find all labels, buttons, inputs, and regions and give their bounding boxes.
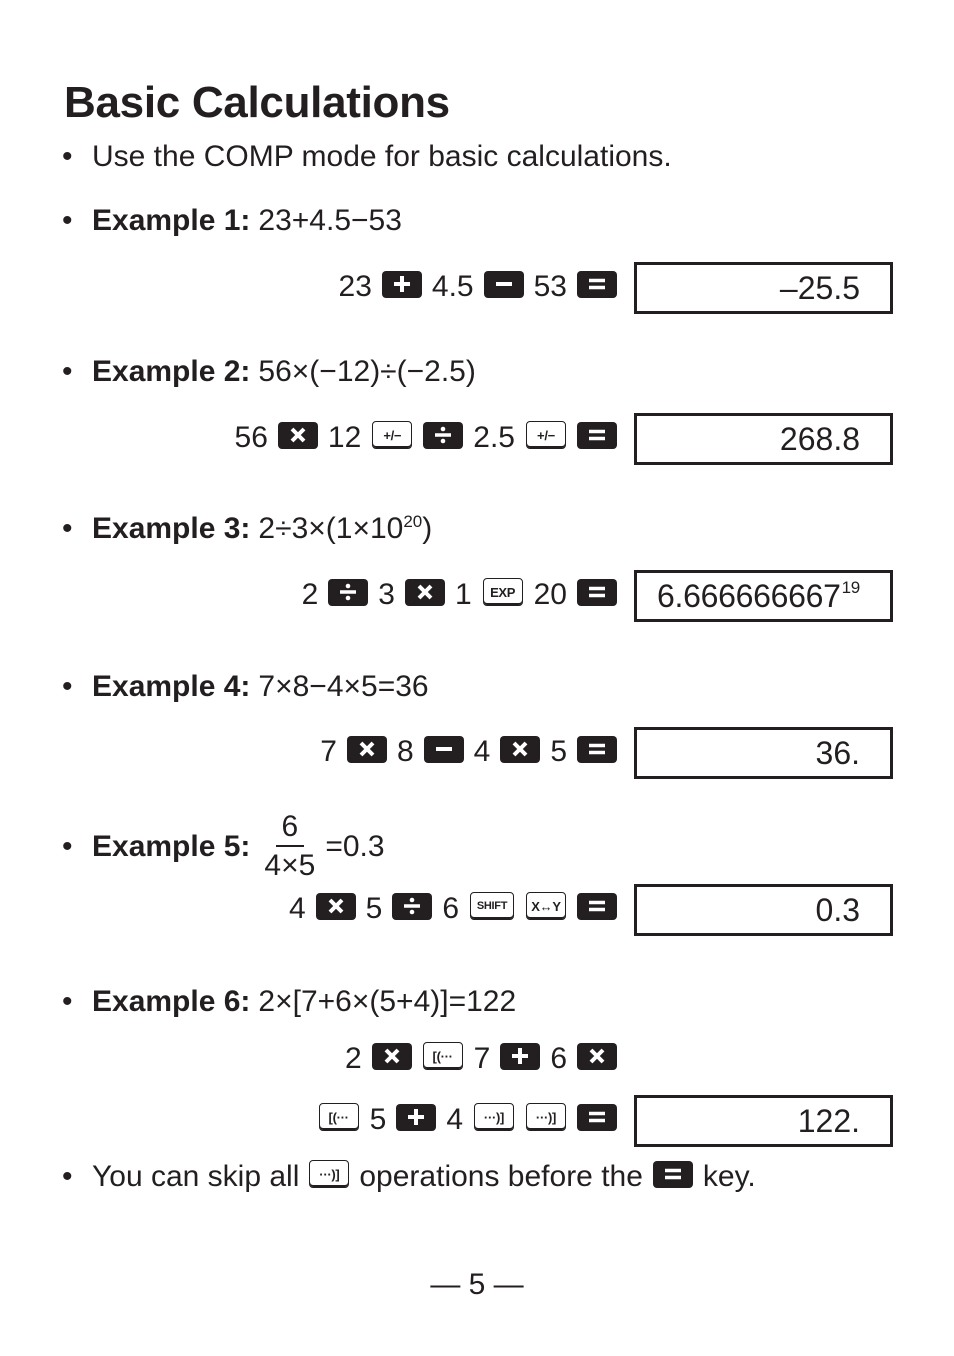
negate-key[interactable]: +/−: [526, 421, 566, 449]
example-3-result-display: [634, 570, 893, 622]
close-parenthesis-key[interactable]: ···)]: [309, 1160, 349, 1188]
plus-key[interactable]: [500, 1043, 540, 1070]
expression-exponent: 20: [403, 512, 423, 531]
number-entry: 3: [378, 578, 395, 611]
equals-icon: [587, 425, 607, 445]
negate-key[interactable]: +/−: [372, 421, 412, 449]
example-1-result-display: [634, 262, 893, 314]
example-1-heading: [62, 204, 402, 238]
example-4-key-sequence: [315, 727, 622, 777]
number-entry: 2: [301, 578, 319, 611]
example-2-key-sequence: [230, 413, 622, 463]
number-entry: 7: [320, 735, 337, 768]
footnote-text-before: You can skip all: [92, 1160, 300, 1193]
divide-key[interactable]: [328, 579, 368, 606]
divide-icon: [402, 896, 422, 916]
multiply-key[interactable]: [577, 1043, 617, 1070]
plus-icon: [510, 1046, 530, 1066]
example-4-heading: [62, 670, 429, 704]
example-expression: 56×(−12)÷(−2.5): [258, 355, 476, 388]
bullet: •: [62, 512, 73, 545]
number-entry: 56: [234, 421, 268, 454]
open-parenthesis-key[interactable]: [(···: [319, 1103, 359, 1131]
example-6-result-display: [634, 1095, 893, 1147]
result-value: [637, 578, 860, 615]
number-entry: 6: [442, 892, 459, 925]
intro-text: Use the COMP mode for basic calculations.: [92, 140, 672, 173]
plus-icon: [406, 1107, 426, 1127]
fraction-numerator: 6: [276, 812, 305, 847]
example-3-key-sequence: [297, 570, 622, 620]
minus-key[interactable]: [424, 736, 464, 763]
equals-icon: [587, 739, 607, 759]
plus-key[interactable]: [382, 271, 422, 298]
number-entry: 4: [473, 735, 491, 768]
footnote-text-after: key.: [702, 1160, 756, 1193]
multiply-icon: [415, 582, 435, 602]
example-6-key-sequence-line-2: [313, 1095, 622, 1145]
example-5-result-display: [634, 884, 893, 936]
number-entry: 8: [396, 735, 414, 768]
multiply-key[interactable]: [405, 579, 445, 606]
multiply-icon: [587, 1046, 607, 1066]
number-entry: 2.5: [473, 421, 515, 454]
number-entry: 5: [369, 1103, 387, 1136]
page-number: — 5 —: [430, 1268, 524, 1301]
example-expression: =0.3: [325, 829, 385, 863]
equals-key[interactable]: [577, 579, 617, 606]
example-label: Example 5:: [92, 829, 251, 863]
bullet: •: [62, 1160, 73, 1193]
number-entry: 20: [533, 578, 567, 611]
divide-key[interactable]: [392, 893, 432, 920]
example-1-key-sequence: [334, 262, 622, 312]
example-expression: 2×[7+6×(5+4)]=122: [258, 985, 517, 1018]
equals-icon: [663, 1164, 683, 1184]
result-mantissa: 6.666666667: [657, 577, 841, 614]
example-label: Example 6:: [92, 985, 251, 1018]
close-parenthesis-key[interactable]: ···)]: [526, 1103, 566, 1131]
example-2-heading: [62, 355, 476, 389]
number-entry: 6: [550, 1042, 567, 1075]
multiply-key[interactable]: [500, 736, 540, 763]
expression-end: ): [422, 512, 433, 545]
fraction-denominator: 4×5: [264, 849, 316, 882]
number-entry: 4.5: [431, 270, 474, 303]
plus-icon: [392, 274, 412, 294]
fraction: [264, 812, 315, 881]
bullet: •: [62, 985, 73, 1018]
example-6-heading: [62, 985, 516, 1019]
number-entry: 5: [365, 892, 383, 925]
example-5-key-sequence: [284, 884, 622, 934]
equals-icon: [587, 582, 607, 602]
equals-key[interactable]: [577, 736, 617, 763]
intro-line: [62, 140, 672, 174]
plus-key[interactable]: [396, 1104, 436, 1131]
expression-main: 2÷3×(1×10: [258, 512, 404, 545]
number-entry: 1: [454, 578, 472, 611]
divide-key[interactable]: [423, 422, 463, 449]
equals-icon: [587, 274, 607, 294]
multiply-icon: [510, 739, 530, 759]
number-entry: 7: [473, 1042, 491, 1075]
number-entry: 4: [288, 892, 306, 925]
example-2-result-display: [634, 413, 893, 465]
multiply-icon: [357, 739, 377, 759]
bullet: •: [62, 829, 73, 863]
equals-key[interactable]: [577, 893, 617, 920]
divide-icon: [433, 425, 453, 445]
open-parenthesis-key[interactable]: [(···: [423, 1042, 463, 1070]
exp-key[interactable]: EXP: [483, 578, 523, 606]
result-value: 36.: [815, 734, 860, 771]
number-entry: 2: [344, 1042, 362, 1075]
bullet: •: [62, 140, 73, 173]
equals-icon: [587, 896, 607, 916]
footnote-text-middle: operations before the: [359, 1160, 643, 1193]
number-entry: 4: [446, 1103, 463, 1136]
bullet: •: [62, 204, 73, 237]
bullet: •: [62, 355, 73, 388]
result-value: 268.8: [779, 420, 860, 457]
multiply-icon: [288, 425, 308, 445]
equals-icon: [587, 1107, 607, 1127]
number-entry: 23: [338, 270, 372, 303]
minus-key[interactable]: [484, 271, 524, 298]
example-label: Example 1:: [92, 204, 251, 237]
example-label: Example 2:: [92, 355, 251, 388]
multiply-icon: [382, 1046, 402, 1066]
multiply-key[interactable]: [372, 1043, 412, 1070]
footnote-line: [62, 1160, 756, 1194]
example-expression: 7×8−4×5=36: [258, 670, 429, 703]
page-title: Basic Calculations: [64, 78, 450, 127]
result-exponent: 19: [841, 577, 860, 597]
divide-icon: [338, 582, 358, 602]
example-5-heading: [62, 812, 385, 881]
number-entry: 5: [550, 735, 567, 768]
close-parenthesis-key[interactable]: ···)]: [474, 1103, 514, 1131]
multiply-key[interactable]: [316, 893, 356, 920]
number-entry: 12: [327, 421, 362, 454]
example-expression: [258, 512, 432, 546]
example-expression: 23+4.5−53: [258, 204, 402, 237]
shift-key[interactable]: SHIFT: [470, 892, 514, 920]
equals-key[interactable]: [577, 1104, 617, 1131]
result-value: 122.: [797, 1102, 860, 1139]
bullet: •: [62, 670, 73, 703]
minus-icon: [494, 274, 514, 294]
multiply-key[interactable]: [278, 422, 318, 449]
equals-key[interactable]: [653, 1161, 693, 1188]
example-label: Example 3:: [92, 512, 251, 545]
multiply-icon: [326, 896, 346, 916]
equals-key[interactable]: [577, 422, 617, 449]
result-value: –25.5: [779, 269, 860, 306]
multiply-key[interactable]: [347, 736, 387, 763]
result-value: 0.3: [815, 891, 860, 928]
example-label: Example 4:: [92, 670, 251, 703]
example-4-result-display: [634, 727, 893, 779]
number-entry: 53: [533, 270, 567, 303]
equals-key[interactable]: [577, 271, 617, 298]
example-3-heading: [62, 512, 432, 546]
minus-icon: [434, 739, 454, 759]
example-6-key-sequence-line-1: [340, 1034, 622, 1084]
swap-xy-key[interactable]: X↔Y: [526, 892, 566, 920]
